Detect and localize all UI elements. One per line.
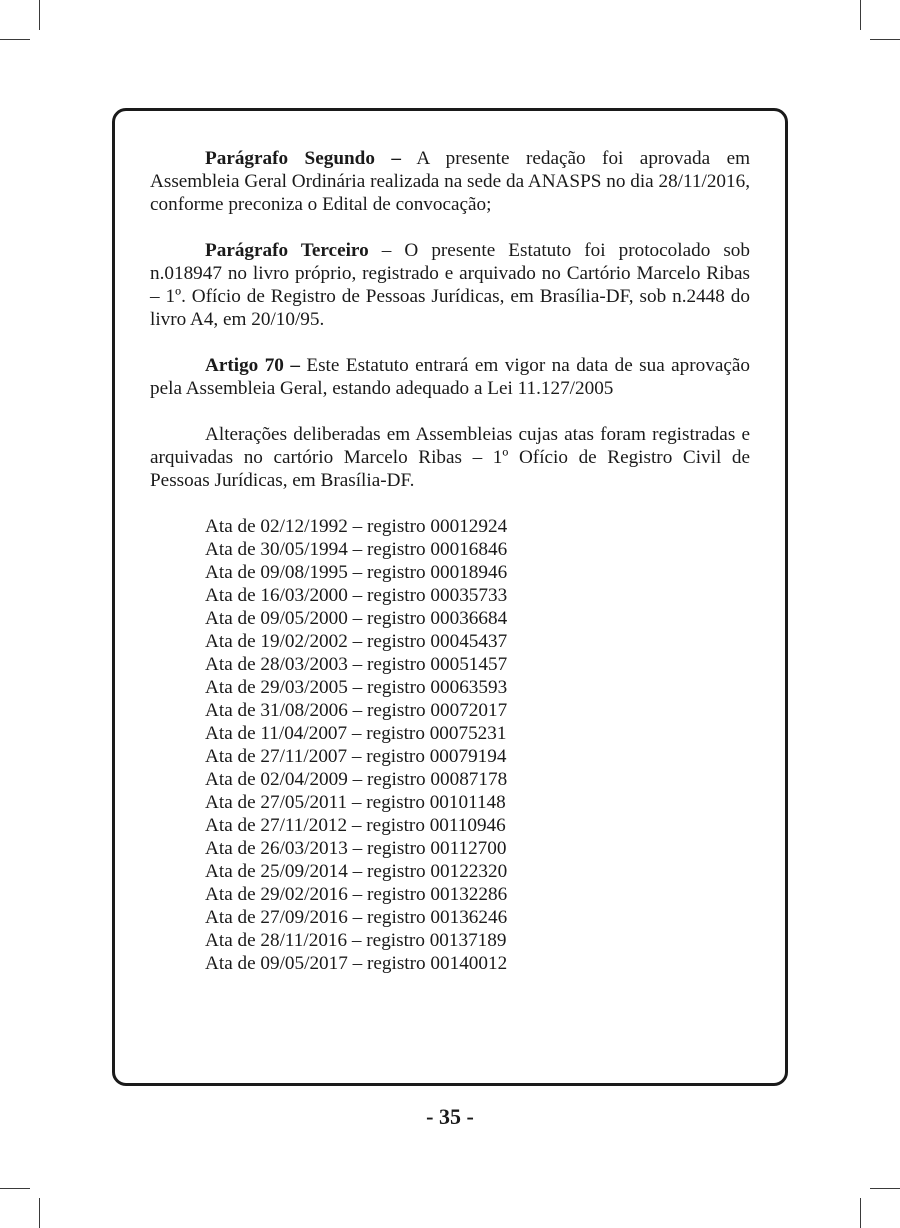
- crop-mark: [39, 1198, 40, 1228]
- list-item: Ata de 29/02/2016 – registro 00132286: [205, 884, 508, 905]
- list-item: Ata de 19/02/2002 – registro 00045437: [205, 631, 508, 652]
- list-item: Ata de 16/03/2000 – registro 00035733: [205, 585, 508, 606]
- paragraph-text: – O presente Estatuto foi protocolado sob n.018947 no livro próprio, registrado e arquivado no Cartório Marcelo Ribas – 1º. Ofício de Registro de Pessoas Jurídicas, em Brasília-DF, sob n.2448 do livro A4, em 20/10/95.: [150, 240, 750, 330]
- list-item: Ata de 26/03/2013 – registro 00112700: [205, 838, 507, 859]
- list-item: Ata de 27/05/2011 – registro 00101148: [205, 792, 506, 813]
- alteracoes-paragraph: [150, 423, 750, 492]
- crop-mark: [870, 1188, 900, 1189]
- crop-mark: [860, 0, 861, 30]
- list-item: Ata de 09/05/2000 – registro 00036684: [205, 608, 508, 629]
- list-item: Ata de 11/04/2007 – registro 00075231: [205, 723, 507, 744]
- paragraph-text: Este Estatuto entrará em vigor na data de sua aprovação pela Assembleia Geral, estando adequado a Lei 11.127/2005: [150, 355, 750, 399]
- crop-mark: [860, 1198, 861, 1228]
- crop-mark: [870, 39, 900, 40]
- list-item: Ata de 29/03/2005 – registro 00063593: [205, 677, 508, 698]
- list-item: Ata de 02/04/2009 – registro 00087178: [205, 769, 508, 790]
- list-item: Ata de 09/05/2017 – registro 00140012: [205, 953, 508, 974]
- list-item: Ata de 31/08/2006 – registro 00072017: [205, 700, 508, 721]
- list-item: Ata de 02/12/1992 – registro 00012924: [205, 516, 508, 537]
- artigo-70: [150, 354, 750, 400]
- page-number: - 35 -: [426, 1104, 474, 1129]
- paragraph-text: A presente redação foi aprovada em Assembleia Geral Ordinária realizada na sede da ANASPS no dia 28/11/2016, conforme preconiza o Edital de convocação;: [150, 148, 751, 215]
- paragraph-text: Alterações deliberadas em Assembleias cujas atas foram registradas e arquivadas no cartório Marcelo Ribas – 1º Ofício de Registro Civil de Pessoas Jurídicas, em Brasília-DF.: [150, 424, 750, 491]
- list-item: Ata de 09/08/1995 – registro 00018946: [205, 562, 508, 583]
- crop-mark: [39, 0, 40, 30]
- paragraph-heading: Artigo 70 –: [205, 355, 300, 376]
- paragraph-segundo: [150, 147, 750, 216]
- paragraph-heading: Parágrafo Segundo –: [205, 148, 401, 169]
- page-content: [150, 147, 750, 975]
- list-item: Ata de 27/09/2016 – registro 00136246: [205, 907, 508, 928]
- atas-list: [150, 515, 750, 975]
- list-item: Ata de 25/09/2014 – registro 00122320: [205, 861, 508, 882]
- crop-mark: [0, 39, 30, 40]
- paragraph-terceiro: [150, 239, 750, 331]
- list-item: Ata de 27/11/2007 – registro 00079194: [205, 746, 507, 767]
- list-item: Ata de 30/05/1994 – registro 00016846: [205, 539, 508, 560]
- crop-mark: [0, 1188, 30, 1189]
- list-item: Ata de 28/11/2016 – registro 00137189: [205, 930, 507, 951]
- list-item: Ata de 28/03/2003 – registro 00051457: [205, 654, 508, 675]
- paragraph-heading: Parágrafo Terceiro: [205, 240, 369, 261]
- list-item: Ata de 27/11/2012 – registro 00110946: [205, 815, 506, 836]
